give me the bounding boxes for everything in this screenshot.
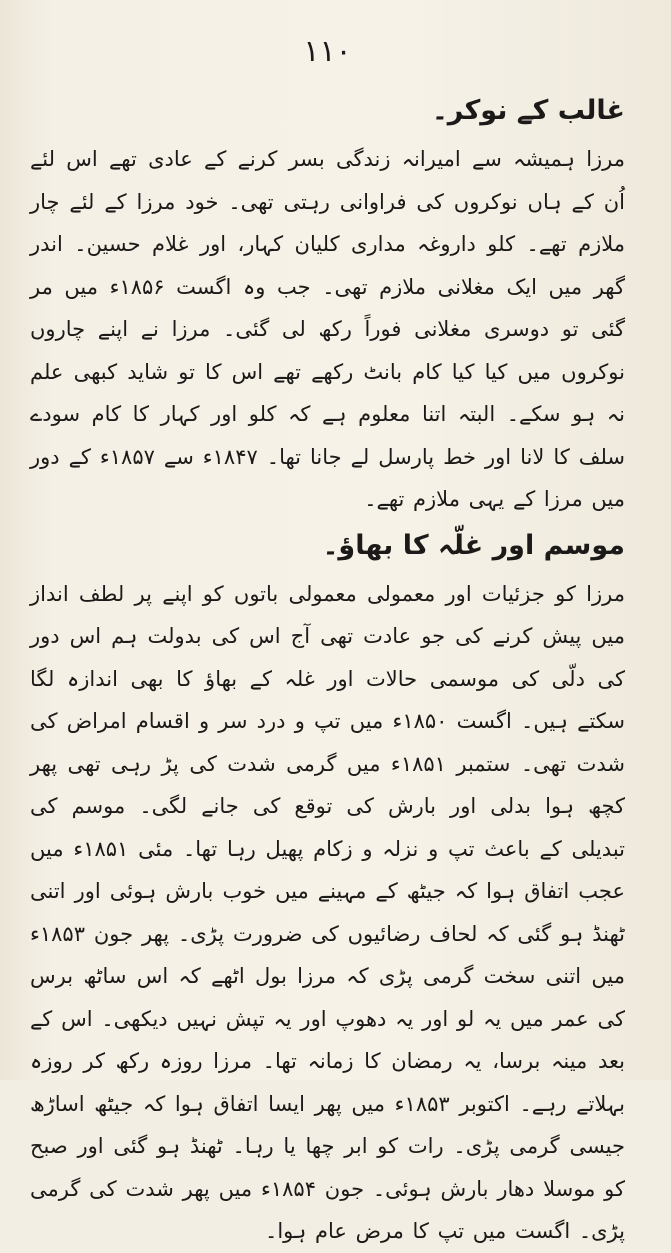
section-heading-weather: موسم اور غلّہ کا بھاؤ۔ [322,529,625,561]
page-number: ١١٠ [303,34,352,69]
section-paragraph-weather: مرزا کو جزئیات اور معمولی معمولی باتوں کو اپنے پر لطف انداز میں پیش کرنے کی جو عادت تھی آج اس کی بدولت ہم اس دور کی دلّی کی موسمی حالات اور غلہ کے بھاؤ کا بھی اندازہ لگا سکتے ہیں۔ اگست ۱۸۵۰ء میں تپ و درد سر و اقسام امراض کی شدت تھی۔ ستمبر ۱۸۵۱ء میں گرمی شدت کی پڑ رہی تھی پھر کچھ ہوا بدلی اور بارش کی توقع کی جانے لگی۔ موسم کی تبدیلی کے باعث تپ و نزلہ و زکام پھیل رہا تھا۔ مئی ۱۸۵۱ء میں عجب اتفاق ہوا کہ جیٹھ کے مہینے میں خوب بارش ہوئی اور اتنی ٹھنڈ ہو گئی کہ لحاف رضائیوں کی ضرورت پڑی۔ پھر جون ۱۸۵۳ء میں اتنی سخت گرمی پڑی کہ مرزا بول اٹھے کہ اس ساٹھ برس کی عمر میں یہ لو اور یہ دھوپ اور یہ تپش نہیں دیکھی۔ اس کے بعد مینہ برسا، یہ رمضان کا زمانہ تھا۔ مرزا روزہ رکھ کر روزہ بہلاتے رہے۔ اکتوبر ۱۸۵۳ء میں پھر ایسا اتفاق ہوا کہ جیٹھ اساڑھ جیسی گرمی پڑی۔ رات کو ابر چھا یا رہا۔ ٹھنڈ ہو گئی اور صبح کو موسلا دھار بارش ہوئی۔ جون ۱۸۵۴ء میں پھر شدت کی گرمی پڑی۔ اگست میں تپ کا مرض عام ہوا۔ [30,581,626,1243]
section-paragraph-servants: مرزا ہمیشہ سے امیرانہ زندگی بسر کرنے کے عادی تھے اس لئے اُن کے ہاں نوکروں کی فراوانی رہتی تھی۔ خود مرزا کے لئے چار ملازم تھے۔ کلو داروغہ مداری کلیان کہار، اور غلام حسین۔ اندر گھر میں ایک مغلانی ملازم تھی۔ جب وہ اگست ۱۸۵۶ء میں مر گئی تو دوسری مغلانی فوراً رکھ لی گئی۔ مرزا نے اپنے چاروں نوکروں میں کیا کیا کام بانٹ رکھے تھے اس کا تو شاید کبھی علم نہ ہو سکے۔ البتہ اتنا معلوم ہے کہ کلو اور کہار کا کام سودے سلف کا لانا اور خط پارسل لے جانا تھا۔ ۱۸۴۷ء سے ۱۸۵۷ء کے دور میں مرزا کے یہی ملازم تھے۔ [30,147,625,511]
section-heading-servants: غالب کے نوکر۔ [431,95,625,126]
